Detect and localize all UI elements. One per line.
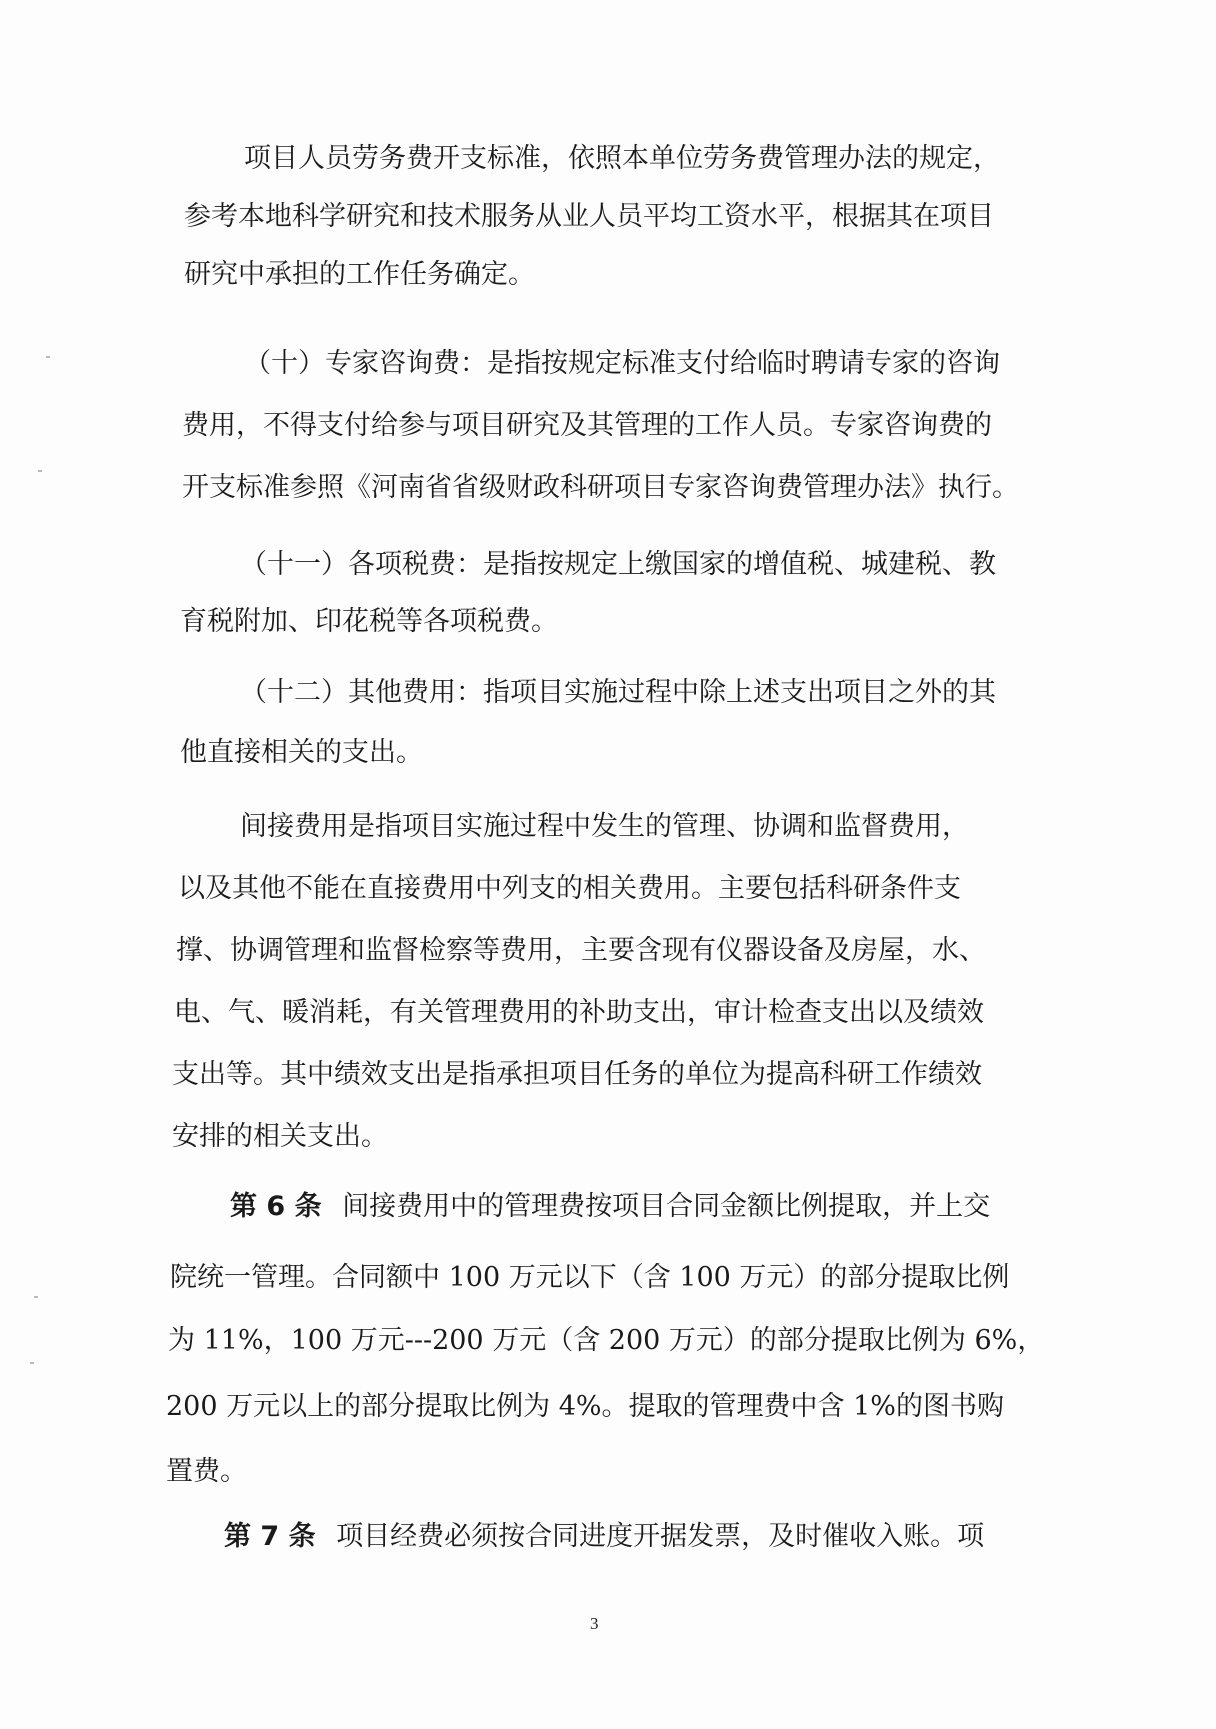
paragraph-line: 他直接相关的支出。: [180, 737, 423, 768]
paragraph-line: （十）专家咨询费：是指按规定标准支付给临时聘请专家的咨询: [244, 348, 1000, 379]
scan-speck: [34, 1296, 38, 1298]
scan-speck: [46, 356, 50, 358]
paragraph-line: 研究中承担的工作任务确定。: [184, 259, 535, 290]
page-number: 3: [590, 1614, 599, 1633]
article-6-label: 第 6 条: [230, 1191, 322, 1222]
paragraph-line: 参考本地科学研究和技术服务从业人员平均工资水平，根据其在项目: [184, 201, 994, 232]
paragraph-line: 费用，不得支付给参与项目研究及其管理的工作人员。专家咨询费的: [182, 410, 992, 441]
scan-speck: [38, 470, 42, 472]
paragraph-line: 项目人员劳务费开支标准，依照本单位劳务费管理办法的规定，: [244, 143, 1000, 174]
article-6-line: [230, 1190, 990, 1224]
paragraph-line: （十一）各项税费：是指按规定上缴国家的增值税、城建税、教: [240, 549, 996, 580]
article-7-line: [224, 1520, 984, 1554]
paragraph-line: 间接费用是指项目实施过程中发生的管理、协调和监督费用，: [240, 811, 969, 842]
article-7-text: 项目经费必须按合同进度开据发票，及时催收入账。项: [336, 1521, 985, 1552]
paragraph-line: 撑、协调管理和监督检察等费用，主要含现有仪器设备及房屋，水、: [176, 935, 986, 966]
paragraph-line: 支出等。其中绩效支出是指承担项目任务的单位为提高科研工作绩效: [172, 1059, 982, 1090]
paragraph-line: 以及其他不能在直接费用中列支的相关费用。主要包括科研条件支: [178, 873, 961, 904]
paragraph-line: （十二）其他费用：指项目实施过程中除上述支出项目之外的其: [240, 677, 996, 708]
paragraph-line: 置费。: [166, 1456, 247, 1487]
paragraph-line: 院统一管理。合同额中 100 万元以下（含 100 万元）的部分提取比例: [170, 1262, 1010, 1293]
paragraph-line: 为 11%，100 万元---200 万元（含 200 万元）的部分提取比例为 6%，: [168, 1325, 1045, 1356]
article-7-label: 第 7 条: [224, 1521, 316, 1552]
paragraph-line: 开支标准参照《河南省省级财政科研项目专家咨询费管理办法》执行。: [182, 472, 1019, 503]
paragraph-line: 育税附加、印花税等各项税费。: [180, 606, 558, 637]
scan-speck: [30, 1362, 34, 1364]
article-6-text: 间接费用中的管理费按项目合同金额比例提取，并上交: [342, 1191, 991, 1222]
paragraph-line: 200 万元以上的部分提取比例为 4%。提取的管理费中含 1%的图书购: [166, 1391, 1004, 1422]
paragraph-line: 电、气、暖消耗，有关管理费用的补助支出，审计检查支出以及绩效: [174, 997, 984, 1028]
paragraph-line: 安排的相关支出。: [172, 1121, 388, 1152]
